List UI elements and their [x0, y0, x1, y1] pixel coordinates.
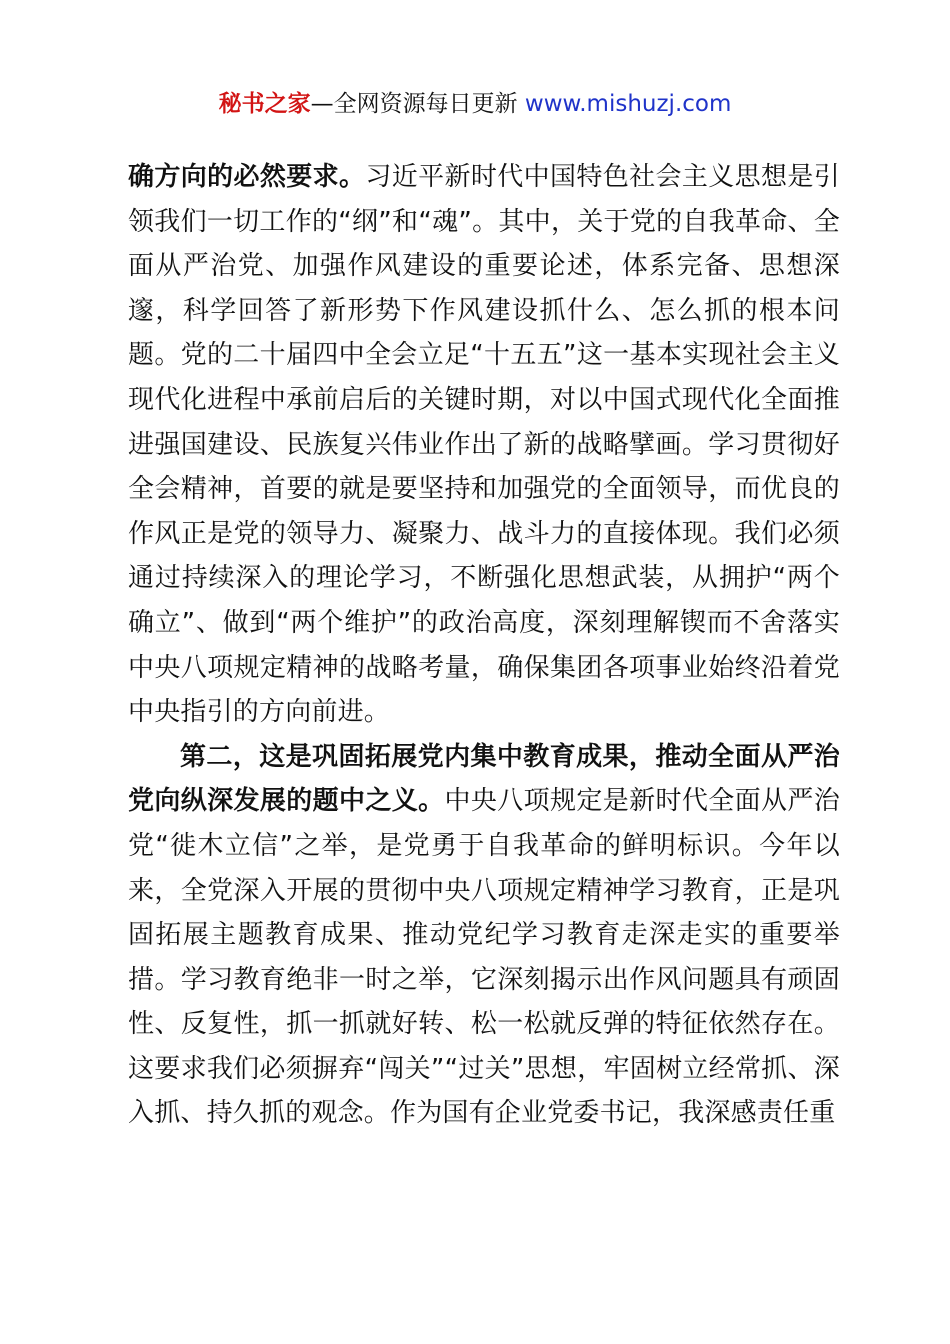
paragraph-1-text: 习近平新时代中国特色社会主义思想是引领我们一切工作的“纲”和“魂”。其中，关于党的自我革命、全面从严治党、加强作风建设的重要论述，体系完备、思想深邃，科学回答了新形势下作风建设抓什么、怎么抓的根本问题。党的二十届四中全会立足“十五五”这一基本实现社会主义现代化进程中承前启后的关键时期，对以中国式现代化全面推进强国建设、民族复兴伟业作出了新的战略擘画。学习贯彻好全会精神，首要的就是要坚持和加强党的全面领导，而优良的作风正是党的领导力、凝聚力、战斗力的直接体现。我们必须通过持续深入的理论学习，不断强化思想武装，从拥护“两个确立”、做到“两个维护”的政治高度，深刻理解锲而不舍落实中央八项规定精神的战略考量，确保集团各项事业始终沿着党中央指引的方向前进。	[128, 162, 840, 728]
site-url-link[interactable]: www.mishuzj.com	[524, 91, 732, 117]
paragraph-2	[128, 735, 840, 1136]
document-body	[128, 155, 840, 1136]
paragraph-2-lead: 第二，这是巩固拓展党内集中教育成果，推动全面从严治党向纵深发展的题中之义。	[128, 741, 840, 817]
site-tagline: —全网资源每日更新	[310, 91, 518, 117]
paragraph-2-text: 中央八项规定是新时代全面从严治党“徙木立信”之举，是党勇于自我革命的鲜明标识。今年以来，全党深入开展的贯彻中央八项规定精神学习教育，正是巩固拓展主题教育成果、推动党纪学习教育走深走实的重要举措。学习教育绝非一时之举，它深刻揭示出作风问题具有顽固性、反复性，抓一抓就好转、松一松就反弹的特征依然存在。这要求我们必须摒弃“闯关”“过关”思想，牢固树立经常抓、深入抓、持久抓的观念。作为国有企业党委书记，我深感责任重	[128, 786, 840, 1129]
paragraph-1-lead: 确方向的必然要求。	[128, 162, 366, 192]
site-brand: 秘书之家	[218, 91, 311, 117]
paragraph-1	[128, 155, 840, 735]
site-header	[0, 86, 950, 122]
